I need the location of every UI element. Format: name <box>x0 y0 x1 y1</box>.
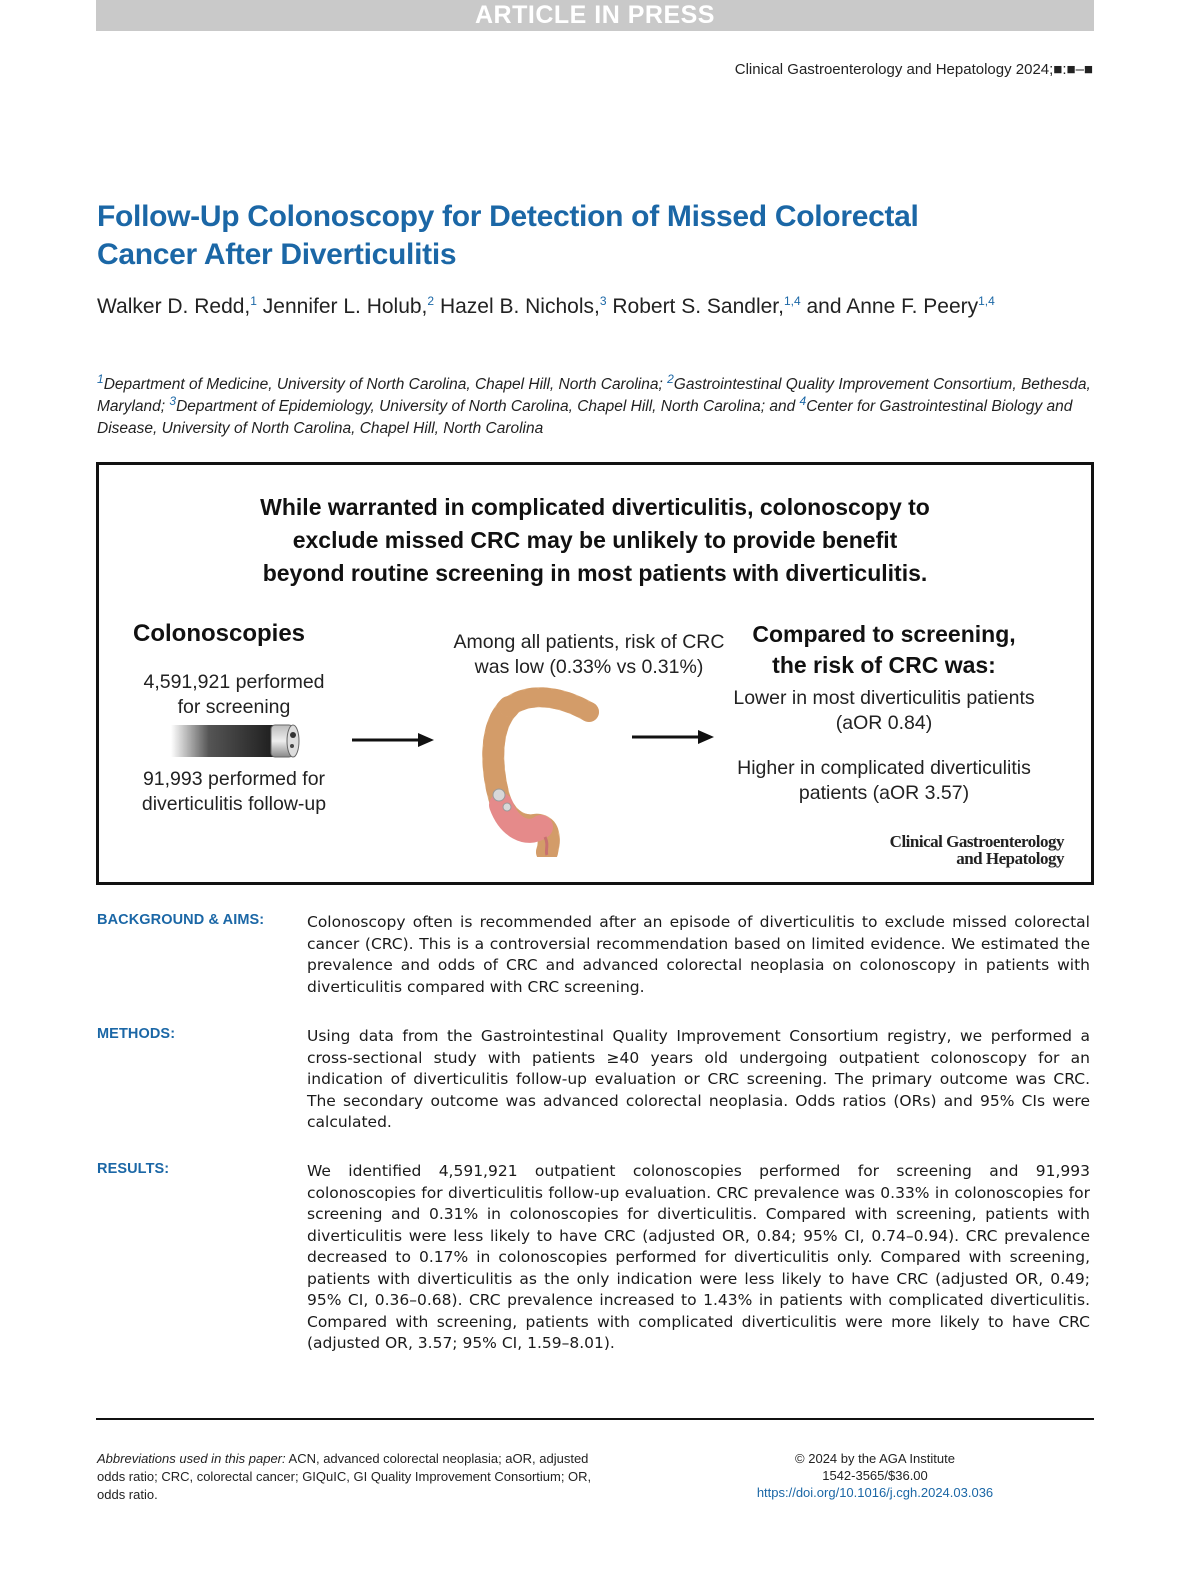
overall-risk-line: Among all patients, risk of CRC <box>453 631 725 653</box>
author-name: and Anne F. Peery <box>806 295 979 318</box>
author-name: Walker D. Redd, <box>97 295 251 318</box>
screening-line: for screening <box>177 696 291 718</box>
affil-text: Department of Medicine, University of North Carolina, Chapel Hill, North Carolina; <box>103 376 668 393</box>
followup-count <box>119 767 349 817</box>
arrow-right-icon <box>352 731 436 749</box>
comparison-heading <box>699 619 1069 681</box>
title-line-1: Follow-Up Colonoscopy for Detection of Missed Colorectal <box>97 200 919 233</box>
affil-text: Department of Epidemiology, University of North Carolina, Chapel Hill, North Carolina; and <box>176 398 800 415</box>
screening-line: 4,591,921 performed <box>143 671 325 693</box>
higher-risk-text <box>699 756 1069 806</box>
affil-text: Gastrointestinal Quality Improvement Consortium, Bethesda, Maryland; <box>97 376 1091 415</box>
author-name: Robert S. Sandler, <box>612 295 784 318</box>
author-affil-sup: 1 <box>250 294 257 308</box>
affil-text: Center for Gastrointestinal Biology and Disease, University of North Carolina, Chapel Hill, North Carolina <box>97 398 1073 437</box>
higher-risk-line: Higher in complicated diverticulitis <box>737 757 1031 779</box>
colon-illustration <box>479 687 599 857</box>
headline-line: exclude missed CRC may be unlikely to provide benefit <box>292 527 898 553</box>
lower-risk-line: Lower in most diverticulitis patients <box>733 687 1035 709</box>
lower-risk-line: (aOR 0.84) <box>835 712 933 734</box>
doi-link[interactable]: https://doi.org/10.1016/j.cgh.2024.03.036 <box>756 1485 994 1500</box>
headline-line: While warranted in complicated diverticulitis, colonoscopy to <box>260 494 930 520</box>
issn-price: 1542-3565/$36.00 <box>822 1468 928 1483</box>
lower-risk-text <box>699 686 1069 736</box>
author-affil-sup: 2 <box>427 294 435 308</box>
journal-reference: Clinical Gastroenterology and Hepatology 2024;■:■–■ <box>734 61 1093 78</box>
author-affil-sup: 3 <box>599 294 607 308</box>
results-text: We identified 4,591,921 outpatient colonoscopies performed for screening and 91,993 colonoscopies for diverticulitis follow-up evaluation. CRC prevalence was 0.33% in colonoscopies for screening and 0.31% in colonoscopies for diverticulitis. Compared with screening, patients with diverticulitis were less likely to have CRC (adjusted OR, 0.84; 95% CI, 0.74–0.94). CRC prevalence decreased to 0.17% in colonoscopies performed for diverticulitis only. Compared with screening, patients with diverticulitis as the only indication were less likely to have CRC (adjusted OR, 0.49; 95% CI, 0.36–0.68). CRC prevalence increased to 1.43% in patients with complicated diverticulitis. Compared with screening, patients with complicated diverticulitis were more likely to have CRC (adjusted OR, 3.57; 95% CI, 1.59–8.01). <box>307 1162 1090 1352</box>
background-label: BACKGROUND & AIMS: <box>97 912 265 928</box>
affil-sup: 2 <box>667 371 674 386</box>
affil-sup: 4 <box>799 393 807 408</box>
title-line-2: Cancer After Diverticulitis <box>97 238 457 271</box>
graphical-abstract-headline <box>99 491 1091 590</box>
higher-risk-line: patients (aOR 3.57) <box>798 782 970 804</box>
affiliations <box>97 371 1097 440</box>
journal-logo-line: Clinical Gastroenterology <box>889 832 1064 851</box>
methods-text: Using data from the Gastrointestinal Quality Improvement Consortium registry, we performed a cross-sectional study with patients ≥40 years old undergoing outpatient colonoscopy for an indication of diverticulitis follow-up evaluation or CRC screening. The primary outcome was CRC. The secondary outcome was advanced colorectal neoplasia. Odds ratios (ORs) and 95% CIs were calculated. <box>307 1027 1090 1131</box>
publication-info <box>730 1450 1020 1501</box>
followup-line: 91,993 performed for <box>142 768 326 790</box>
footer-divider <box>96 1418 1094 1420</box>
article-title <box>97 198 997 274</box>
author-name: Jennifer L. Holub, <box>262 295 428 318</box>
screening-count <box>119 670 349 720</box>
abbreviations-label: Abbreviations used in this paper: <box>97 1451 286 1466</box>
results-label: RESULTS: <box>97 1161 170 1177</box>
abbreviations-note <box>97 1450 607 1504</box>
author-affil-sup: 1,4 <box>783 294 801 308</box>
affil-sup: 1 <box>97 371 104 386</box>
article-in-press-banner: ARTICLE IN PRESS <box>96 0 1094 31</box>
headline-line: beyond routine screening in most patients with diverticulitis. <box>262 560 928 586</box>
author-affil-sup: 1,4 <box>978 294 995 308</box>
comparison-heading-line: the risk of CRC was: <box>772 652 996 678</box>
followup-line: diverticulitis follow-up <box>141 793 327 815</box>
author-list <box>97 292 1057 322</box>
abbreviations-text: ACN, advanced colorectal neoplasia; aOR, adjusted odds ratio; CRC, colorectal cancer; GIQuIC, GI Quality Improvement Consortium; OR, odds ratio. <box>97 1451 592 1502</box>
overall-risk-line: was low (0.33% vs 0.31%) <box>474 656 704 678</box>
affil-sup: 3 <box>169 393 177 408</box>
methods-label: METHODS: <box>97 1026 176 1042</box>
journal-logo <box>844 833 1064 867</box>
author-name: Hazel B. Nichols, <box>439 295 600 318</box>
journal-logo-line: and Hepatology <box>956 849 1064 868</box>
colonoscopies-heading: Colonoscopies <box>133 620 306 647</box>
background-text: Colonoscopy often is recommended after an episode of diverticulitis to exclude missed colorectal cancer (CRC). This is a controversial recommendation based on limited evidence. We estimated the prevalence and odds of CRC and advanced colorectal neoplasia on colonoscopy in patients with diverticulitis compared with CRC screening. <box>307 913 1090 996</box>
colonoscope-icon <box>171 723 301 759</box>
comparison-heading-line: Compared to screening, <box>752 621 1016 647</box>
graphical-abstract <box>96 462 1094 885</box>
copyright: © 2024 by the AGA Institute <box>795 1451 955 1466</box>
